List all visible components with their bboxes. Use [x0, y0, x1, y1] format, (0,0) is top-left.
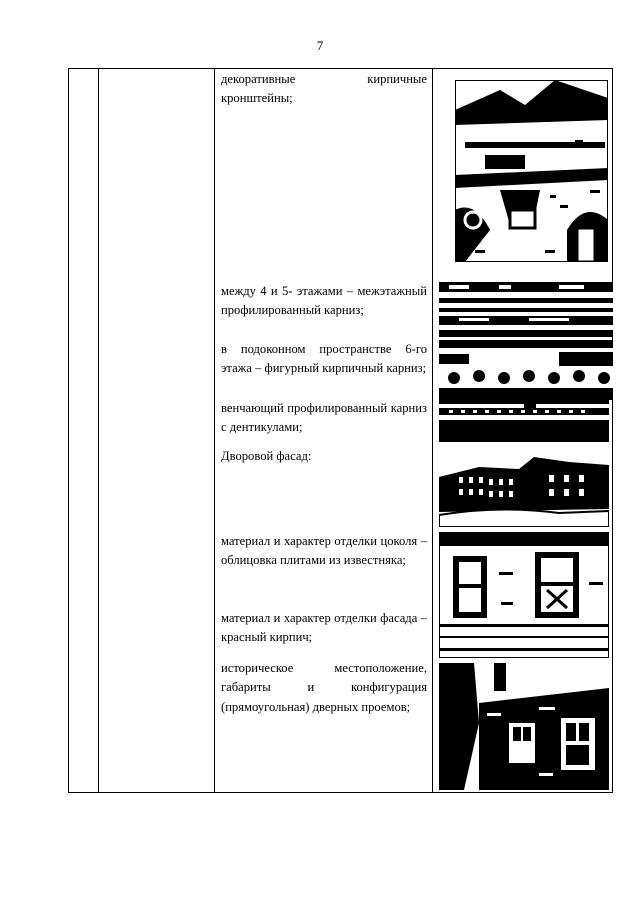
interfloor-cornice-photo [439, 282, 613, 337]
column-border-1 [68, 68, 69, 793]
decorative-brick-brackets-photo [455, 80, 608, 262]
crowning-cornice-photo [439, 398, 609, 442]
row-text-cornice-6: в подоконном пространстве 6-го этажа – фигурный кирпичный карниз; [221, 342, 427, 376]
table-bottom-border [68, 792, 613, 793]
column-border-5 [612, 68, 613, 793]
figured-brick-cornice-photo [439, 340, 613, 400]
door-openings-photo [439, 663, 609, 790]
row-text-facade: материал и характер отделки фасада – красный кирпич; [221, 611, 427, 645]
column-border-4 [432, 68, 433, 793]
table-top-border [68, 68, 613, 69]
row-text-brackets: декоративные кирпичные кронштейны; [221, 72, 427, 106]
page-number: 7 [316, 38, 324, 53]
courtyard-facade-photo [439, 457, 609, 527]
row-text-courtyard: Дворовой фасад: [221, 449, 312, 463]
column-border-2 [98, 68, 99, 793]
limestone-plinth-photo [439, 532, 609, 658]
row-text-plinth: материал и характер отделки цоколя – облицовка плитами из известняка; [221, 534, 427, 568]
row-text-doors: историческое местоположение, габариты и конфигурация (прямоугольная) дверных проемов; [221, 661, 427, 714]
row-text-cornice-4-5: между 4 и 5- этажами – межэтажный профилированный карниз; [221, 284, 427, 318]
column-border-3 [214, 68, 215, 793]
row-text-crowning: венчающий профилированный карниз с дентикулами; [221, 401, 427, 435]
